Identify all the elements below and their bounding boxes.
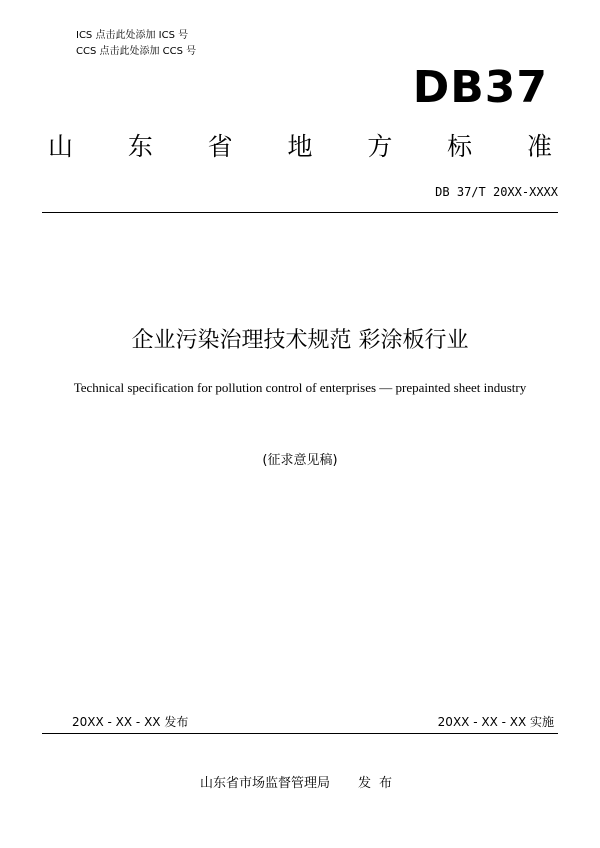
ics-number: ICS 点击此处添加 ICS 号 [76, 30, 189, 41]
title-english: Technical specification for pollution control of enterprises — prepainted sheet industry [73, 380, 527, 395]
standard-type-heading [48, 130, 552, 164]
standard-type-char: 方 [367, 132, 393, 161]
implementation-date: 20XX - XX - XX 实施 [437, 715, 554, 729]
ccs-number: CCS 点击此处添加 CCS 号 [76, 46, 197, 57]
standard-type-char: 标 [447, 132, 473, 161]
publisher-action: 发布 [358, 776, 401, 791]
issue-date: 20XX - XX - XX 发布 [72, 715, 189, 729]
standard-type-char: 山 [48, 132, 74, 161]
publisher-name: 山东省市场监督管理局 [199, 776, 330, 791]
standard-type-char: 东 [127, 132, 153, 161]
standard-number: DB 37/T 20XX-XXXX [435, 185, 558, 199]
db37-logo: DB37 [412, 62, 548, 113]
bottom-divider [42, 733, 558, 734]
standard-type-char: 准 [526, 132, 552, 161]
publisher-line [0, 775, 600, 793]
top-divider [42, 212, 558, 213]
standard-type-char: 省 [207, 132, 233, 161]
draft-label: (征求意见稿) [262, 453, 338, 468]
title-chinese: 企业污染治理技术规范 彩涂板行业 [131, 328, 469, 353]
standard-type-char: 地 [287, 132, 313, 161]
